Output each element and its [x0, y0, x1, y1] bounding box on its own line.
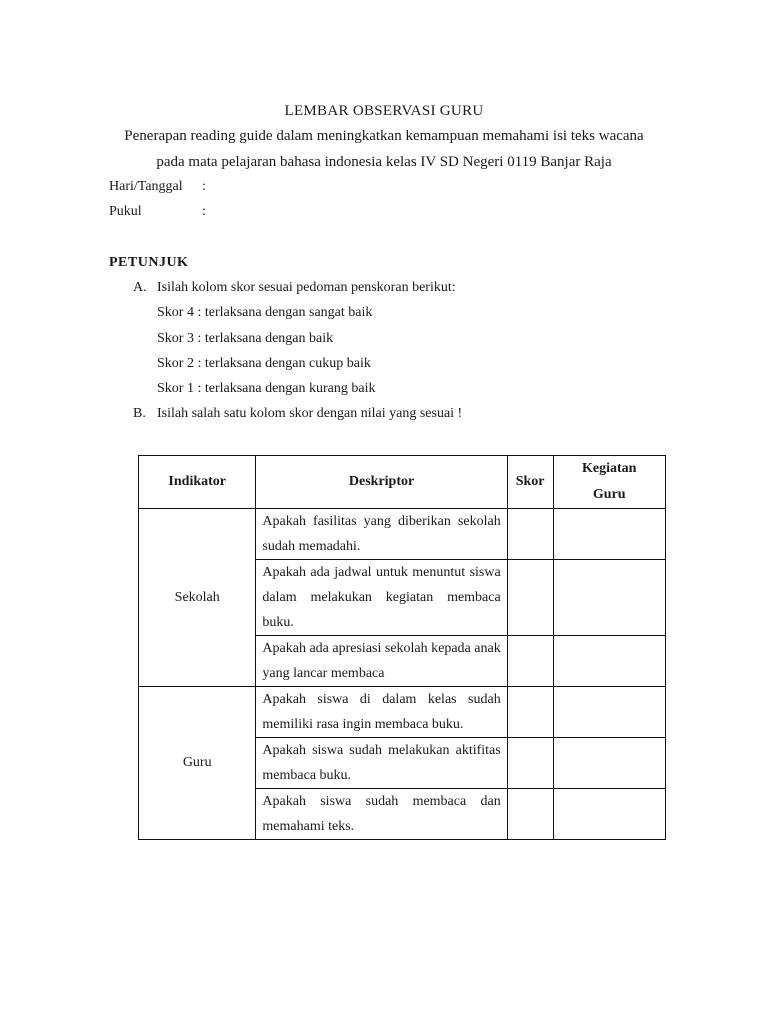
- header-kegiatan-line2: Guru: [592, 487, 626, 502]
- document-subtitle-line2: pada mata pelajaran bahasa indonesia kelas IV SD Negeri 0119 Banjar Raja: [156, 154, 612, 170]
- deskriptor-cell: [256, 738, 507, 789]
- observation-table: [138, 455, 666, 840]
- deskriptor-text: Apakah siswa di dalam kelas sudah memiliki rasa ingin membaca buku.: [262, 692, 501, 732]
- document-subtitle-line1: Penerapan reading guide dalam meningkatkan kemampuan memahami isi teks wacana: [124, 128, 644, 144]
- kegiatan-guru-cell[interactable]: [553, 509, 665, 560]
- header-deskriptor: Deskriptor: [256, 456, 507, 509]
- field-label: Hari/Tanggal: [109, 179, 183, 194]
- deskriptor-cell: [256, 789, 507, 840]
- kegiatan-guru-cell[interactable]: [553, 636, 665, 687]
- instruction-text: Isilah salah satu kolom skor dengan nilai yang sesuai !: [157, 406, 463, 421]
- skor-cell[interactable]: [507, 509, 553, 560]
- instruction-b: [133, 406, 463, 422]
- field-separator: :: [202, 179, 206, 194]
- kegiatan-guru-cell[interactable]: [553, 687, 665, 738]
- kegiatan-guru-cell[interactable]: [553, 560, 665, 636]
- list-marker: A.: [133, 280, 147, 295]
- table-row: [139, 687, 666, 738]
- deskriptor-cell: [256, 509, 507, 560]
- header-kegiatan-guru: [553, 456, 665, 509]
- skor-cell[interactable]: [507, 738, 553, 789]
- kegiatan-guru-cell[interactable]: [553, 738, 665, 789]
- deskriptor-text: Apakah siswa sudah membaca dan memahami teks.: [262, 794, 501, 834]
- document-title: LEMBAR OBSERVASI GURU: [284, 103, 484, 119]
- score-guide-item: Skor 3 : terlaksana dengan baik: [157, 331, 334, 346]
- table-row: [139, 509, 666, 560]
- score-guide-item: Skor 4 : terlaksana dengan sangat baik: [157, 305, 373, 320]
- kegiatan-guru-cell[interactable]: [553, 789, 665, 840]
- header-skor: Skor: [507, 456, 553, 509]
- indikator-cell: Guru: [139, 687, 256, 840]
- indikator-cell: Sekolah: [139, 509, 256, 687]
- header-indikator: Indikator: [139, 456, 256, 509]
- skor-cell[interactable]: [507, 560, 553, 636]
- deskriptor-cell: [256, 560, 507, 636]
- instruction-a: [133, 280, 456, 296]
- header-kegiatan-line1: Kegiatan: [582, 461, 637, 476]
- table-header-row: [139, 456, 666, 509]
- list-marker: B.: [133, 406, 146, 421]
- deskriptor-text: Apakah fasilitas yang diberikan sekolah sudah memadahi.: [262, 514, 501, 554]
- deskriptor-cell: [256, 687, 507, 738]
- field-label: Pukul: [109, 204, 142, 219]
- deskriptor-text: Apakah ada jadwal untuk menuntut siswa dalam melakukan kegiatan membaca buku.: [262, 565, 501, 630]
- deskriptor-text: Apakah siswa sudah melakukan aktifitas membaca buku.: [262, 743, 501, 783]
- field-hari-tanggal: [109, 179, 206, 195]
- field-separator: :: [202, 204, 206, 219]
- score-guide-item: Skor 2 : terlaksana dengan cukup baik: [157, 356, 371, 371]
- instruction-text: Isilah kolom skor sesuai pedoman penskoran berikut:: [157, 280, 456, 295]
- deskriptor-text: Apakah ada apresiasi sekolah kepada anak yang lancar membaca: [262, 641, 501, 681]
- field-pukul: [109, 204, 206, 220]
- score-guide-item: Skor 1 : terlaksana dengan kurang baik: [157, 381, 376, 396]
- skor-cell[interactable]: [507, 687, 553, 738]
- skor-cell[interactable]: [507, 636, 553, 687]
- instructions-heading: PETUNJUK: [109, 255, 189, 270]
- skor-cell[interactable]: [507, 789, 553, 840]
- deskriptor-cell: [256, 636, 507, 687]
